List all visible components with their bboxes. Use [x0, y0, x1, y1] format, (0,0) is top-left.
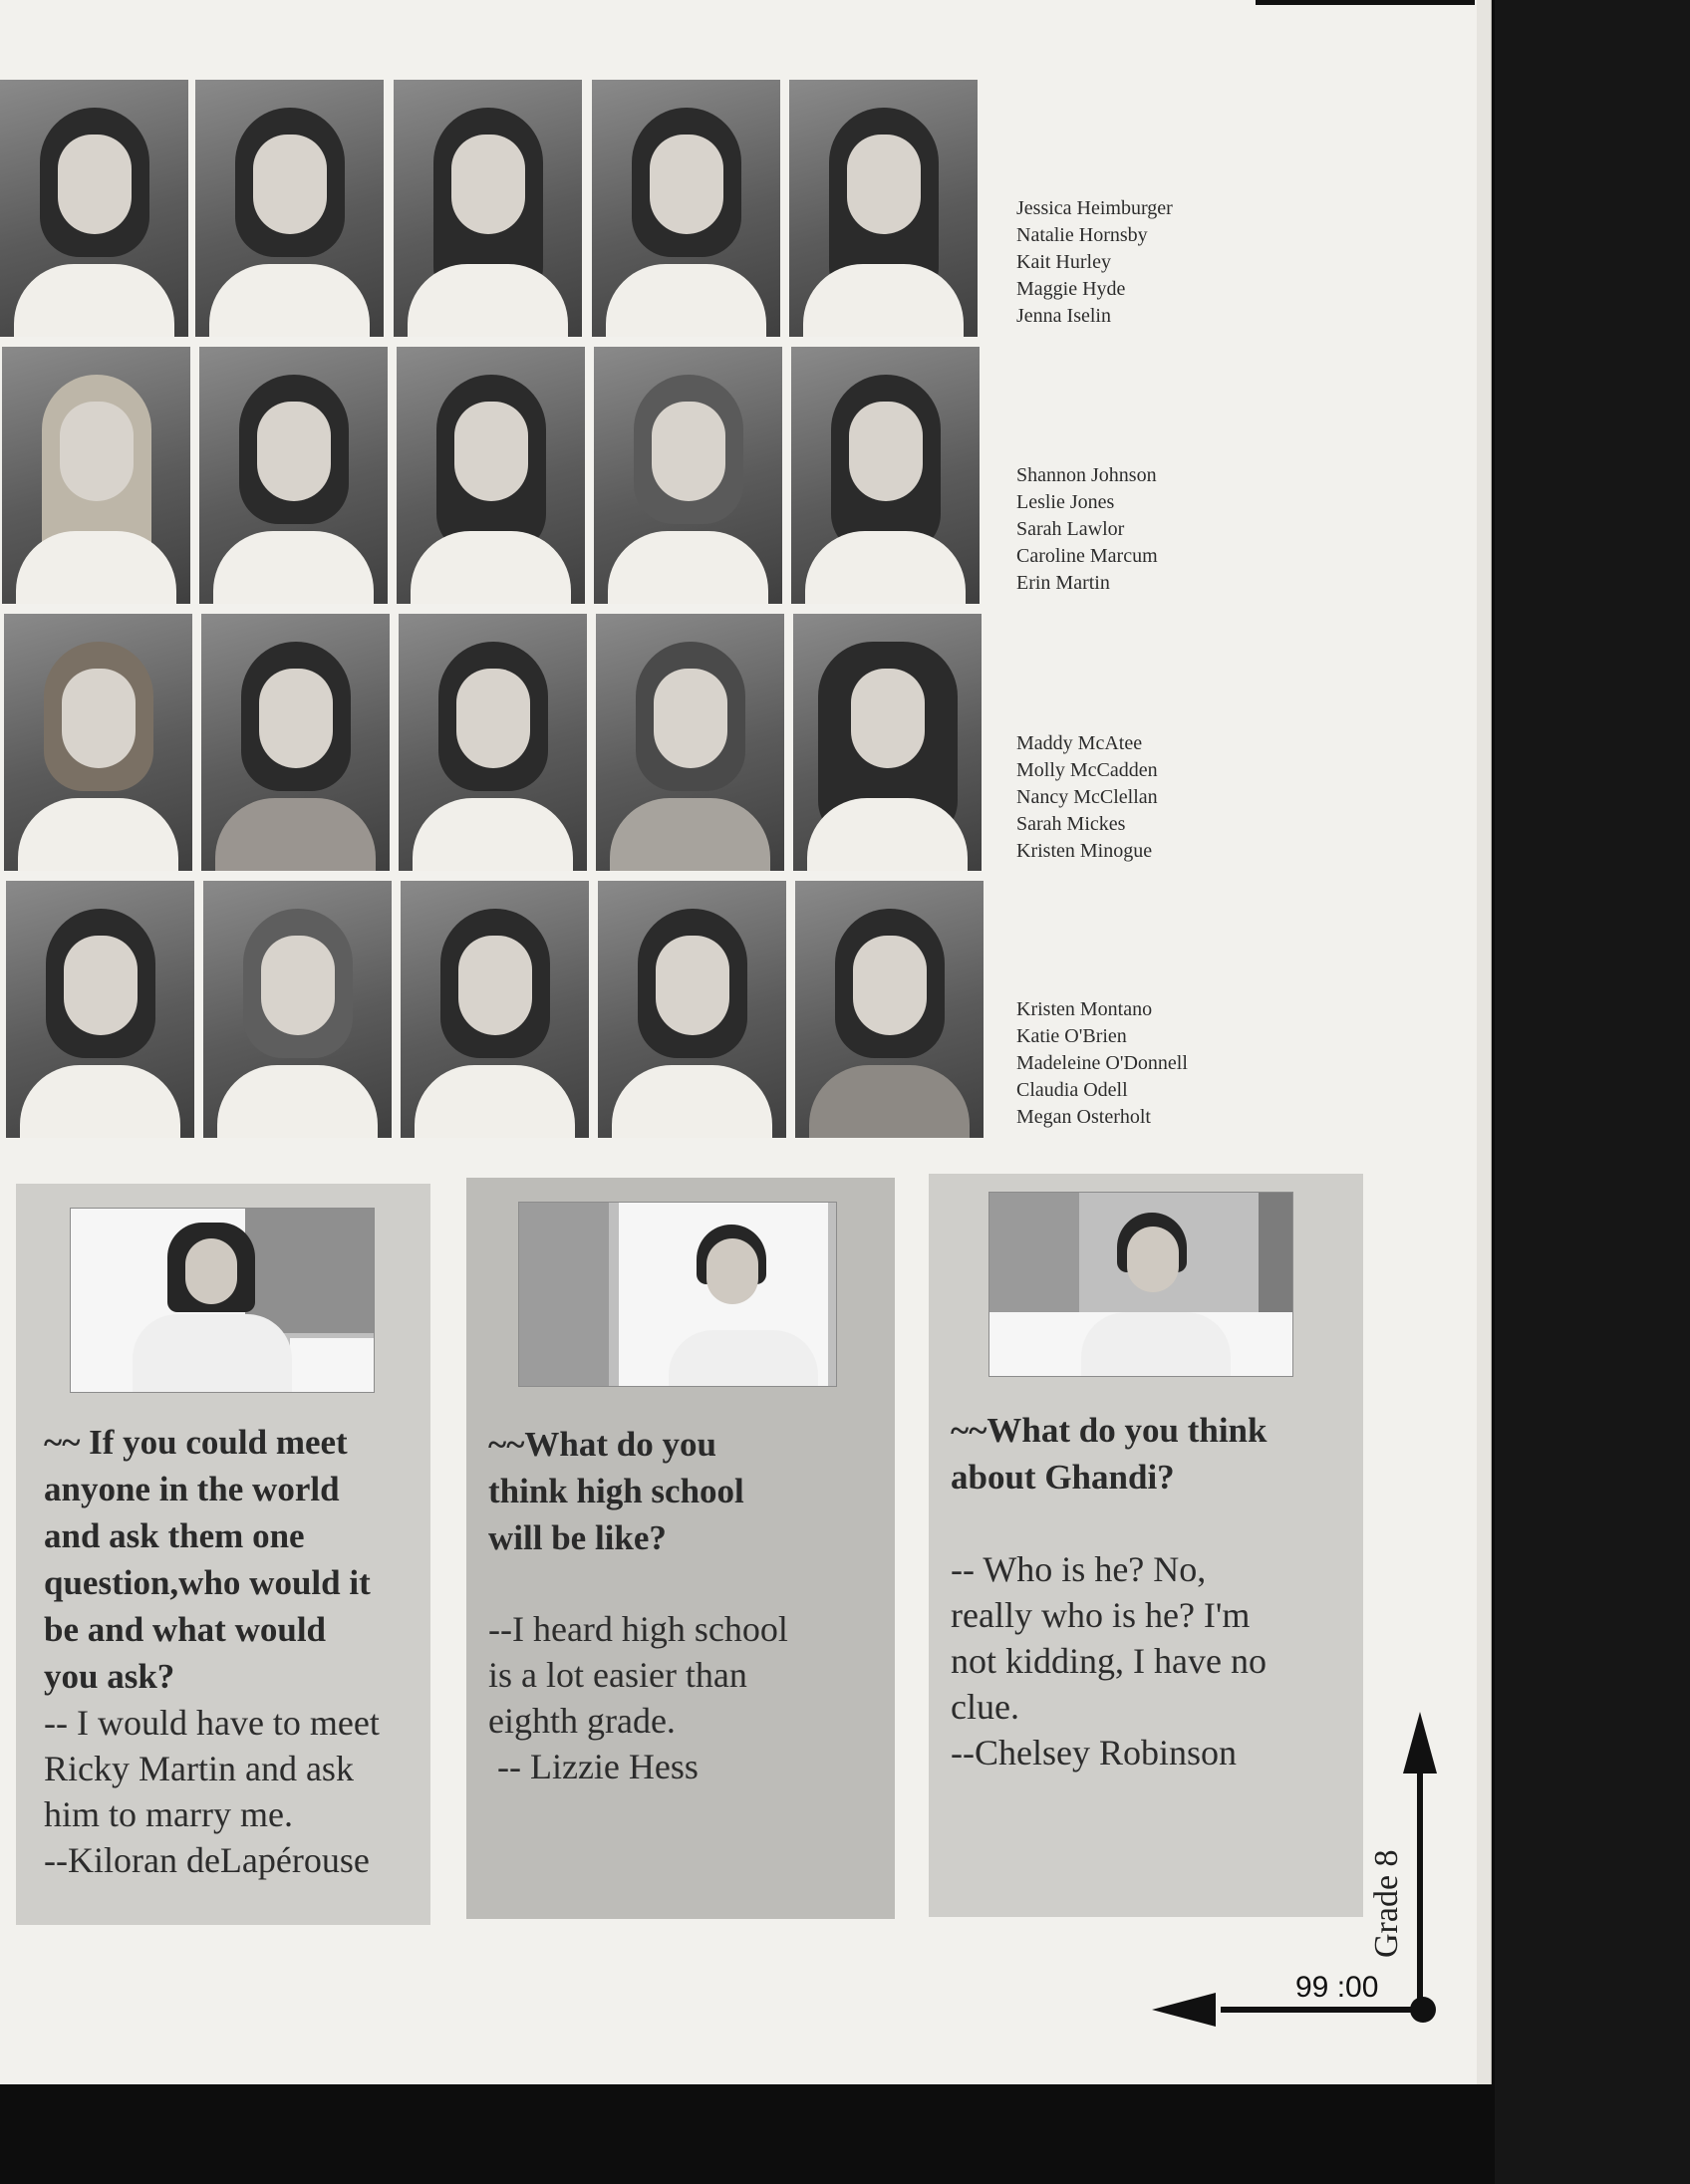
portrait-photo [394, 80, 582, 337]
student-name: Erin Martin [1016, 572, 1110, 594]
page-number: 99 :00 [1295, 1971, 1379, 2004]
scan-background [1495, 0, 1690, 2184]
qa-answer: -- I would have to meet Ricky Martin and ask him to marry me. --Kiloran deLapérouse [44, 1703, 380, 1880]
student-name: Kristen Minogue [1016, 840, 1153, 862]
portrait-photo [596, 614, 784, 871]
candid-photo [70, 1208, 375, 1393]
top-edge-bar [1256, 0, 1475, 5]
student-name: Megan Osterholt [1016, 1106, 1151, 1128]
name-list [1016, 996, 1188, 1131]
qa-answer: --I heard high school is a lot easier than eighth grade. -- Lizzie Hess [488, 1609, 788, 1786]
portrait-photo [401, 881, 589, 1138]
qa-question: ~~ If you could meet anyone in the world and ask them one question,who would it be and what would you ask? [44, 1423, 371, 1696]
student-name: Maggie Hyde [1016, 278, 1126, 300]
page-spine [1477, 0, 1492, 2084]
qa-question: ~~What do you think high school will be like? [488, 1425, 744, 1557]
name-list [1016, 730, 1158, 865]
portrait-photo [789, 80, 978, 337]
portrait-photo [195, 80, 384, 337]
student-name: Kristen Montano [1016, 998, 1153, 1020]
student-name: Natalie Hornsby [1016, 224, 1148, 246]
portrait-photo [795, 881, 984, 1138]
portrait-photo [397, 347, 585, 604]
portrait-photo [2, 347, 190, 604]
portrait-photo [6, 881, 194, 1138]
portrait-photo [0, 80, 188, 337]
portrait-photo [201, 614, 390, 871]
student-name: Katie O'Brien [1016, 1025, 1127, 1047]
student-name: Jenna Iselin [1016, 305, 1111, 327]
portrait-photo [592, 80, 780, 337]
portrait-photo [598, 881, 786, 1138]
qa-box [466, 1178, 895, 1919]
qa-box [16, 1184, 430, 1925]
qa-question: ~~What do you think about Ghandi? [951, 1411, 1268, 1497]
student-name: Shannon Johnson [1016, 464, 1157, 486]
portrait-photo [594, 347, 782, 604]
portrait-photo [399, 614, 587, 871]
name-list [1016, 195, 1173, 330]
portrait-photo [203, 881, 392, 1138]
portrait-photo [199, 347, 388, 604]
student-name: Sarah Lawlor [1016, 518, 1125, 540]
student-name: Sarah Mickes [1016, 813, 1126, 835]
candid-photo [988, 1192, 1293, 1377]
student-name: Maddy McAtee [1016, 732, 1143, 754]
student-name: Caroline Marcum [1016, 545, 1158, 567]
name-list [1016, 462, 1158, 597]
student-name: Leslie Jones [1016, 491, 1115, 513]
candid-photo [518, 1202, 837, 1387]
student-name: Kait Hurley [1016, 251, 1111, 273]
portrait-photo [791, 347, 980, 604]
student-name: Jessica Heimburger [1016, 197, 1173, 219]
student-name: Molly McCadden [1016, 759, 1158, 781]
portrait-photo [4, 614, 192, 871]
student-name: Claudia Odell [1016, 1079, 1128, 1101]
portrait-photo [793, 614, 982, 871]
student-name: Nancy McClellan [1016, 786, 1158, 808]
qa-answer: -- Who is he? No, really who is he? I'm not kidding, I have no clue. --Chelsey Robinson [951, 1549, 1267, 1773]
student-name: Madeleine O'Donnell [1016, 1052, 1188, 1074]
section-label: Grade 8 [1368, 1849, 1405, 1958]
